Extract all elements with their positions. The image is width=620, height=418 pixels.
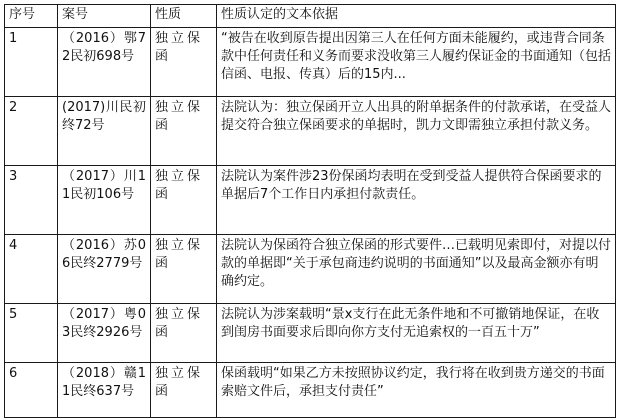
case-table [4,4,616,418]
cell-nature: 独立保函 [151,235,217,304]
cell-basis: 法院认为：独立保函开立人出具的附单据条件的付款承诺，在受益人提交符合独立保函要求的单据时，凯力文即需独立承担付款义务。 [217,97,616,166]
cell-nature: 独立保函 [151,363,217,418]
header-case-no: 案号 [58,5,151,28]
cell-basis: “被告在收到原告提出因第三人在任何方面未能履约，或违背合同条款中任何责任和义务而要求没收第三人履约保证金的书面通知（包括信函、电报、传真）后的15内... [217,28,616,97]
cell-nature: 独立保函 [151,97,217,166]
table-row [5,363,616,418]
cell-nature: 独立保函 [151,304,217,363]
cell-nature: 独立保函 [151,166,217,235]
cell-case-no: （2017）川11民初106号 [58,166,151,235]
cell-seq: 4 [5,235,58,304]
table-row [5,28,616,97]
cell-case-no: (2017)川民初终72号 [58,97,151,166]
cell-nature: 独立保函 [151,28,217,97]
cell-basis: 法院认为案件涉23份保函均表明在受到受益人提供符合保函要求的单据后7个工作日内承担付款责任。 [217,166,616,235]
cell-basis: 保函载明“如果乙方未按照协议约定，我行将在收到贵方递交的书面索赔文件后，承担支付责任” [217,363,616,418]
cell-basis: 法院认为保函符合独立保函的形式要件…已载明见索即付，对提以付款的单据即“关于承包商违约说明的书面通知”以及最高金额亦有明确约定。 [217,235,616,304]
cell-case-no: （2017）粤03民终2926号 [58,304,151,363]
cell-seq: 5 [5,304,58,363]
cell-seq: 6 [5,363,58,418]
cell-case-no: （2016）苏06民终2779号 [58,235,151,304]
cell-seq: 3 [5,166,58,235]
cell-seq: 2 [5,97,58,166]
header-seq: 序号 [5,5,58,28]
header-row [5,5,616,28]
header-nature: 性质 [151,5,217,28]
table-row [5,304,616,363]
cell-seq: 1 [5,28,58,97]
cell-case-no: （2016）鄂72民初698号 [58,28,151,97]
table-row [5,166,616,235]
cell-basis: 法院认为涉案载明“景x支行在此无条件地和不可撤销地保证，在收到闺房书面要求后即向你方支付无追索权的一百五十万” [217,304,616,363]
table-row [5,97,616,166]
header-basis: 性质认定的文本依据 [217,5,616,28]
table-row [5,235,616,304]
cell-case-no: （2018）赣11民终637号 [58,363,151,418]
